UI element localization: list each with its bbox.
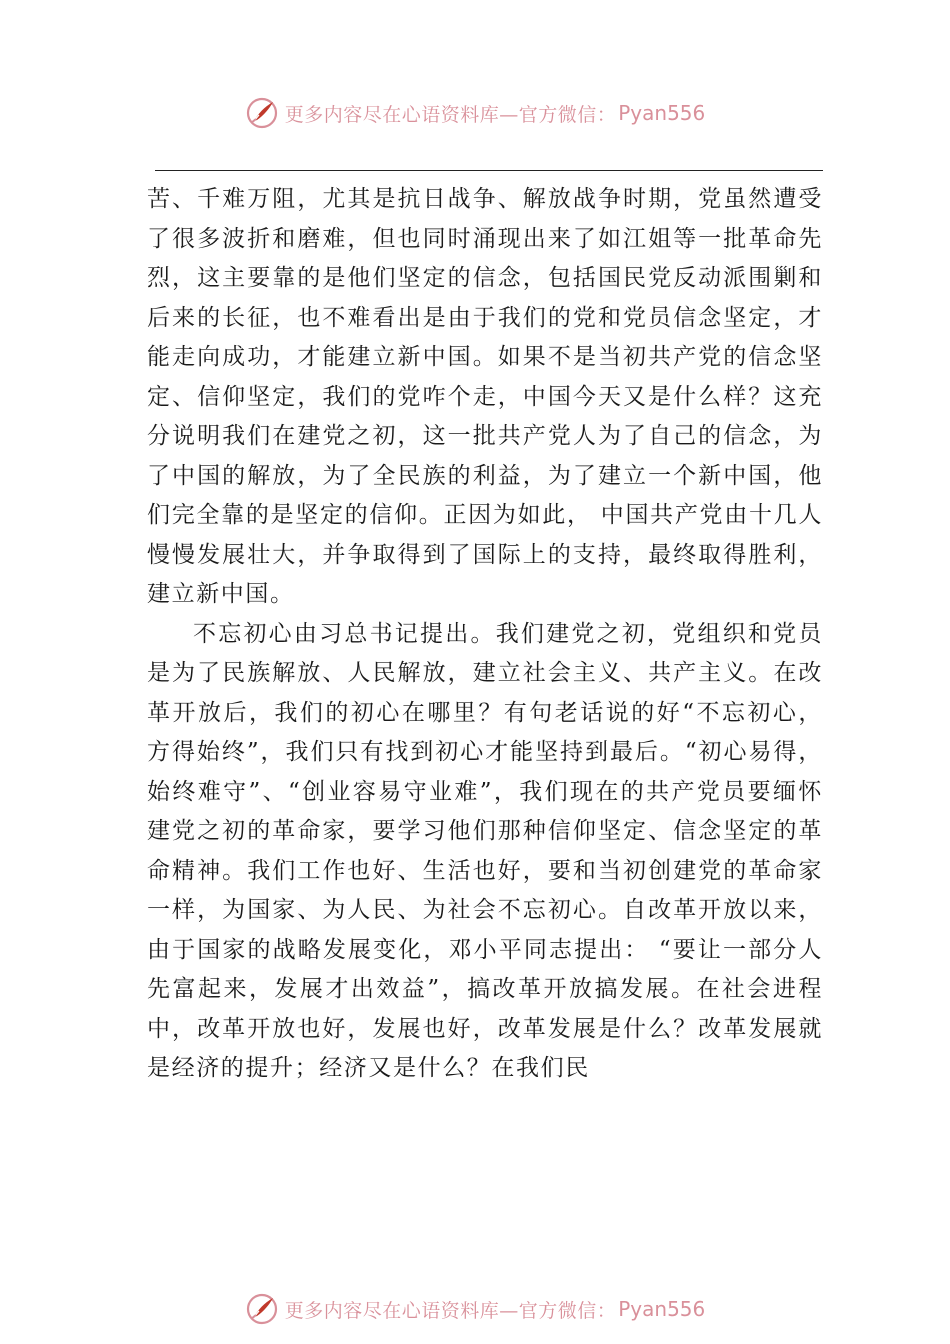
quill-logo-icon bbox=[245, 96, 279, 130]
watermark-wechat-id: Pyan556 bbox=[618, 101, 706, 125]
paragraph-1: 苦、千难万阻，尤其是抗日战争、解放战争时期，党虽然遭受了很多波折和磨难，但也同时涌现出来了如江姐等一批革命先烈，这主要靠的是他们坚定的信念，包括国民党反动派围剿和后来的长征，也不难看出是由于我们的党和党员信念坚定，才能走向成功，才能建立新中国。如果不是当初共产党的信念坚定、信仰坚定，我们的党咋个走，中国今天又是什么样？这充分说明我们在建党之初，这一批共产党人为了自己的信念，为了中国的解放，为了全民族的利益，为了建立一个新中国，他们完全靠的是坚定的信仰。正因为如此， 中国共产党由十几人慢慢发展壮大，并争取得到了国际上的支持，最终取得胜利，建立新中国。 bbox=[147, 186, 823, 607]
header-watermark bbox=[0, 93, 950, 133]
watermark-wechat-id: Pyan556 bbox=[618, 1297, 706, 1321]
footer-watermark bbox=[0, 1289, 950, 1329]
header-divider bbox=[155, 170, 823, 171]
watermark-text: 更多内容尽在心语资料库—官方微信： bbox=[284, 103, 617, 126]
paragraph-2: 不忘初心由习总书记提出。我们建党之初，党组织和党员是为了民族解放、人民解放，建立社会主义、共产主义。在改革开放后，我们的初心在哪里？有句老话说的好“不忘初心，方得始终”，我们只有找到初心才能坚持到最后。“初心易得，始终难守”、“创业容易守业难”，我们现在的共产党员要缅怀建党之初的革命家，要学习他们那种信仰坚定、信念坚定的革命精神。我们工作也好、生活也好，要和当初创建党的革命家一样，为国家、为人民、为社会不忘初心。自改革开放以来，由于国家的战略发展变化，邓小平同志提出： “要让一部分人先富起来，发展才出效益”，搞改革开放搞发展。在社会进程中，改革开放也好，发展也好，改革发展是什么？改革发展就是经济的提升；经济又是什么？在我们民 bbox=[147, 620, 823, 1081]
document-body bbox=[147, 180, 823, 1089]
watermark-text: 更多内容尽在心语资料库—官方微信： bbox=[284, 1299, 617, 1322]
quill-logo-icon bbox=[245, 1292, 279, 1326]
